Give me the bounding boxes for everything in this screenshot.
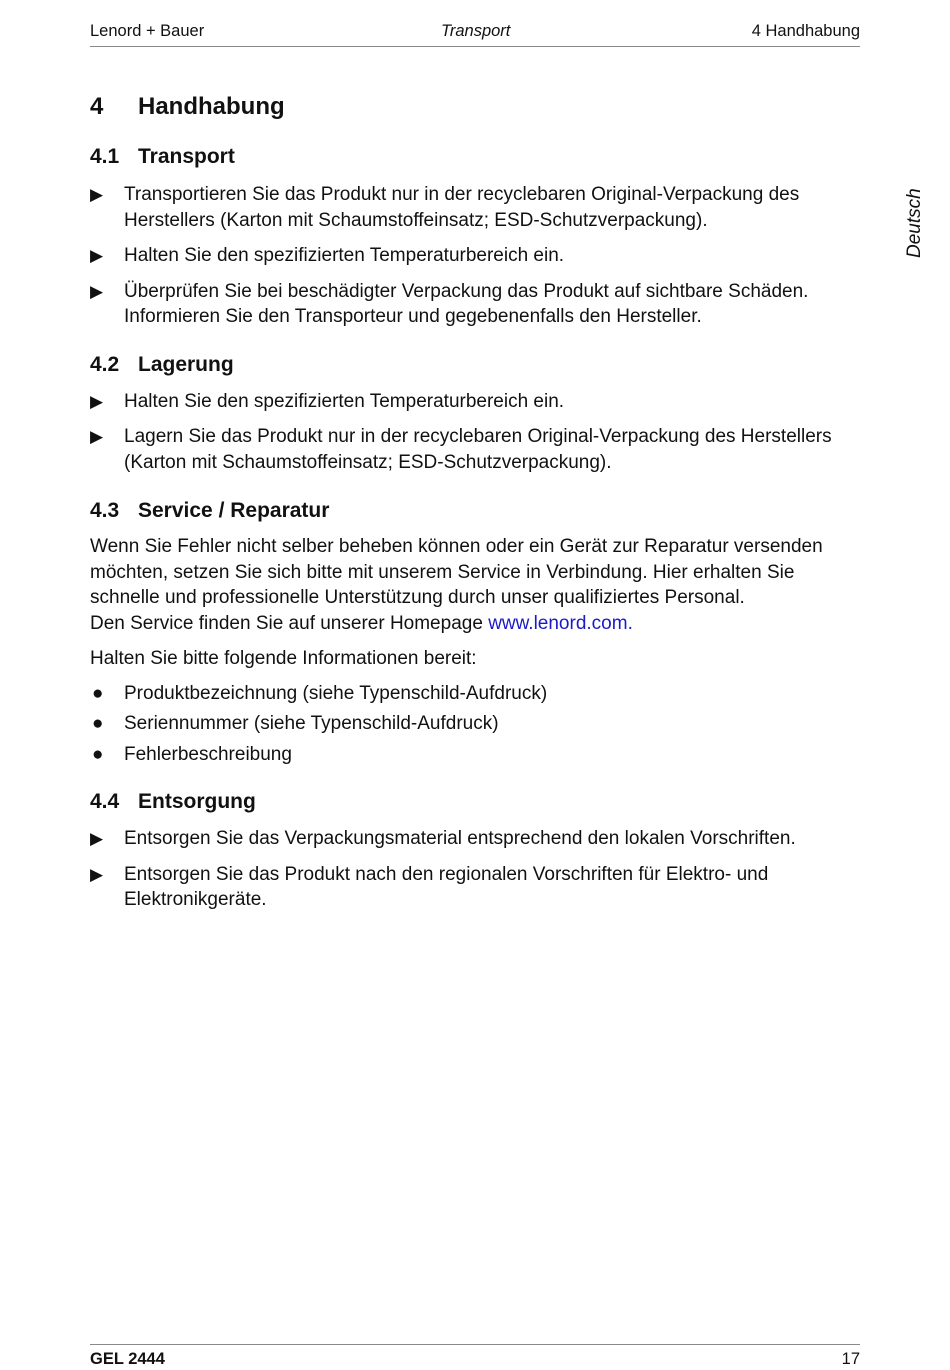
triangle-bullet-icon: ▶ xyxy=(90,246,104,265)
page-footer xyxy=(90,1344,860,1369)
list-item xyxy=(90,711,862,737)
service-paragraph: Wenn Sie Fehler nicht selber beheben können oder ein Gerät zur Reparatur versenden möchten, setzen Sie sich bitte mit unserem Service in Verbindung. Hier erhalten Sie schnelle und professionelle Unterstützung durch unser qualifiziertes Personal. xyxy=(90,536,823,608)
instruction-text: Überprüfen Sie bei beschädigter Verpackung das Produkt auf sichtbare Schäden. Informieren Sie den Transporteur und gegebenenfalls den Hersteller. xyxy=(124,280,809,327)
section-heading-lagerung xyxy=(90,350,862,380)
list-item xyxy=(90,389,862,415)
section-number: 4.4 xyxy=(90,790,120,813)
bullet-dot-icon: ● xyxy=(92,713,104,734)
disposal-instructions xyxy=(90,826,862,913)
triangle-bullet-icon: ▶ xyxy=(90,829,104,848)
language-tab: Deutsch xyxy=(904,188,925,258)
homepage-link[interactable]: www.lenord.com. xyxy=(488,612,633,634)
triangle-bullet-icon: ▶ xyxy=(90,864,104,884)
chapter-heading xyxy=(90,90,862,130)
triangle-bullet-icon: ▶ xyxy=(90,281,104,301)
list-item xyxy=(90,826,862,852)
instruction-text: Transportieren Sie das Produkt nur in der recyclebaren Original-Verpackung des Herstellers (Karton mit Schaumstoffeinsatz; ESD-Schutzverpackung). xyxy=(124,184,800,231)
section-heading-transport xyxy=(90,142,862,172)
section-title: Lagerung xyxy=(138,352,234,376)
homepage-line xyxy=(90,611,862,637)
page-number: 17 xyxy=(841,1350,860,1368)
info-intro: Halten Sie bitte folgende Informationen bereit: xyxy=(90,648,477,669)
triangle-bullet-icon: ▶ xyxy=(90,391,104,411)
list-item xyxy=(90,862,862,913)
section-title: Transport xyxy=(138,145,235,168)
instruction-text: Halten Sie den spezifizierten Temperaturbereich ein. xyxy=(124,245,565,266)
section-title: Entsorgung xyxy=(138,790,256,813)
header-company: Lenord + Bauer xyxy=(90,22,205,40)
info-list xyxy=(90,681,862,768)
info-text: Produktbezeichnung (siehe Typenschild-Aufdruck) xyxy=(124,682,548,704)
section-heading-service xyxy=(90,496,862,526)
list-item xyxy=(90,742,862,768)
list-item xyxy=(90,182,862,233)
list-item xyxy=(90,681,862,707)
header-section: Transport xyxy=(441,22,511,40)
chapter-number: 4 xyxy=(90,93,104,120)
section-title: Service / Reparatur xyxy=(138,499,330,522)
storage-instructions xyxy=(90,389,862,476)
instruction-text: Halten Sie den spezifizierten Temperaturbereich ein. xyxy=(124,390,565,412)
triangle-bullet-icon: ▶ xyxy=(90,185,104,204)
document-id: GEL 2444 xyxy=(90,1350,165,1368)
section-number: 4.2 xyxy=(90,352,120,376)
section-heading-entsorgung xyxy=(90,787,862,817)
info-text: Seriennummer (siehe Typenschild-Aufdruck) xyxy=(124,713,499,734)
transport-instructions xyxy=(90,182,862,330)
page-content xyxy=(90,90,862,913)
page-header xyxy=(90,20,860,47)
list-item xyxy=(90,424,862,475)
header-chapter: 4 Handhabung xyxy=(751,22,860,40)
instruction-text: Entsorgen Sie das Verpackungsmaterial entsprechend den lokalen Vorschriften. xyxy=(124,828,796,849)
bullet-dot-icon: ● xyxy=(92,743,104,765)
section-number: 4.1 xyxy=(90,145,120,168)
instruction-text: Entsorgen Sie das Produkt nach den regionalen Vorschriften für Elektro- und Elektronikgeräte. xyxy=(124,863,769,910)
triangle-bullet-icon: ▶ xyxy=(90,427,104,446)
list-item xyxy=(90,279,862,330)
list-item xyxy=(90,243,862,269)
bullet-dot-icon: ● xyxy=(92,682,104,704)
info-text: Fehlerbeschreibung xyxy=(124,743,292,765)
section-number: 4.3 xyxy=(90,499,120,522)
chapter-title: Handhabung xyxy=(138,93,285,120)
instruction-text: Lagern Sie das Produkt nur in der recyclebaren Original-Verpackung des Herstellers (Karton mit Schaumstoffeinsatz; ESD-Schutzverpackung). xyxy=(124,426,832,473)
homepage-text: Den Service finden Sie auf unserer Homepage xyxy=(90,612,489,634)
